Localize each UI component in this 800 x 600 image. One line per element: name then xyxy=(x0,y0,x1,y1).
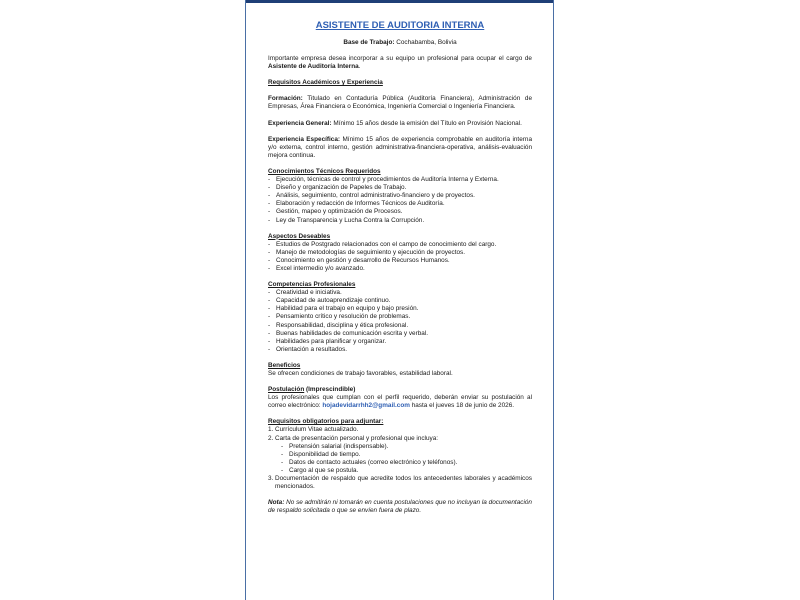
list-item: - Habilidad para el trabajo en equipo y bajo presión. xyxy=(268,305,532,313)
list-item: - Manejo de metodologías de seguimiento y ejecución de proyectos. xyxy=(268,249,532,257)
required-documents-heading: Requisitos obligatorios para adjuntar: xyxy=(268,418,384,426)
list-item: - Gestión, mapeo y optimización de Procesos. xyxy=(268,208,532,216)
list-item: - Habilidades para planificar y organizar. xyxy=(268,338,532,346)
note-paragraph: Nota: No se admitirán ni tomarán en cuenta postulaciones que no incluyan la documentación de respaldo solicitada o que se envíen fuera de plazo. xyxy=(268,499,532,515)
application-paragraph: Los profesionales que cumplan con el perfil requerido, deberán enviar su postulación al correo electrónico: hojadevidarrhh2@gmail.com hasta el jueves 18 de junio de 2026. xyxy=(268,394,532,410)
specific-experience-paragraph: Experiencia Específica: Mínimo 15 años de experiencia comprobable en auditoría interna y/o externa, control interno, gestión administrativa-financiera-operativa, análisis-evaluación mejora continua. xyxy=(268,135,532,159)
list-item: - Pensamiento crítico y resolución de problemas. xyxy=(268,313,532,321)
document-title: ASISTENTE DE AUDITORIA INTERNA xyxy=(315,20,485,31)
technical-knowledge-list xyxy=(268,176,532,225)
sub-list-item: - Datos de contacto actuales (correo electrónico y teléfonos). xyxy=(275,459,532,467)
list-item: - Buenas habilidades de comunicación escrita y verbal. xyxy=(268,330,532,338)
list-item: 3. Documentación de respaldo que acredite todos los antecedentes laborales y académicos mencionados. xyxy=(268,475,532,491)
list-item: 2. Carta de presentación personal y profesional que incluya: - Pretensión salarial (indispensable). - Disponibilidad de tiempo. - Datos de contacto actuales (correo electrónico y teléfonos). - Cargo al que se postula. xyxy=(268,435,532,475)
list-item: - Estudios de Postgrado relacionados con el campo de conocimiento del cargo. xyxy=(268,241,532,249)
job-posting-document xyxy=(245,0,554,600)
list-item: - Ley de Transparencia y Lucha Contra la Corrupción. xyxy=(268,217,532,225)
application-heading: Postulación (Imprescindible) xyxy=(268,386,356,394)
list-item: - Ejecución, técnicas de control y procedimientos de Auditoría Interna y Externa. xyxy=(268,176,532,184)
competencies-list xyxy=(268,289,532,354)
education-paragraph: Formación: Titulado en Contaduría Pública (Auditoría Financiera), Administración de Empresas, Área Financiera o Económica, Ingeniería Comercial o Ingeniería Financiera. xyxy=(268,95,532,111)
sub-list-item: - Pretensión salarial (indispensable). xyxy=(275,443,532,451)
list-item: - Orientación a resultados. xyxy=(268,346,532,354)
list-item: 1. Currículum Vitae actualizado. xyxy=(268,426,359,434)
competencies-heading: Competencias Profesionales xyxy=(268,281,356,289)
list-item: - Elaboración y redacción de Informes Técnicos de Auditoría. xyxy=(268,200,532,208)
required-documents-list xyxy=(268,426,532,491)
sub-list-item: - Disponibilidad de tiempo. xyxy=(275,451,532,459)
requirements-heading: Requisitos Académicos y Experiencia xyxy=(268,79,383,87)
document-content xyxy=(268,20,532,515)
cover-letter-sublist xyxy=(275,443,532,475)
list-item: - Diseño y organización de Papeles de Trabajo. xyxy=(268,184,532,192)
contact-email[interactable]: hojadevidarrhh2@gmail.com xyxy=(322,402,410,410)
list-item: - Capacidad de autoaprendizaje continuo. xyxy=(268,297,532,305)
benefits-text: Se ofrecen condiciones de trabajo favorables, estabilidad laboral. xyxy=(268,370,453,377)
intro-paragraph: Importante empresa desea incorporar a su equipo un profesional para ocupar el cargo de Asistente de Auditoría Interna. xyxy=(268,55,532,71)
list-item: - Excel intermedio y/o avanzado. xyxy=(268,265,532,273)
list-item: - Conocimiento en gestión y desarrollo de Recursos Humanos. xyxy=(268,257,532,265)
list-item: - Responsabilidad, disciplina y ética profesional. xyxy=(268,322,532,330)
general-experience-paragraph: Experiencia General: Mínimo 15 años desde la emisión del Título en Provisión Nacional. xyxy=(268,119,522,127)
list-item: - Creatividad e iniciativa. xyxy=(268,289,532,297)
desirable-aspects-list xyxy=(268,241,532,273)
list-item: - Análisis, seguimiento, control administrativo-financiero y de proyectos. xyxy=(268,192,532,200)
benefits-heading: Beneficios xyxy=(268,361,301,369)
header-bar xyxy=(246,0,553,3)
sub-list-item: - Cargo al que se postula. xyxy=(275,467,532,475)
desirable-aspects-heading: Aspectos Deseables xyxy=(268,232,331,240)
work-location: Base de Trabajo: Cochabamba, Bolivia xyxy=(343,39,457,46)
technical-knowledge-heading: Conocimientos Técnicos Requeridos xyxy=(268,167,381,175)
